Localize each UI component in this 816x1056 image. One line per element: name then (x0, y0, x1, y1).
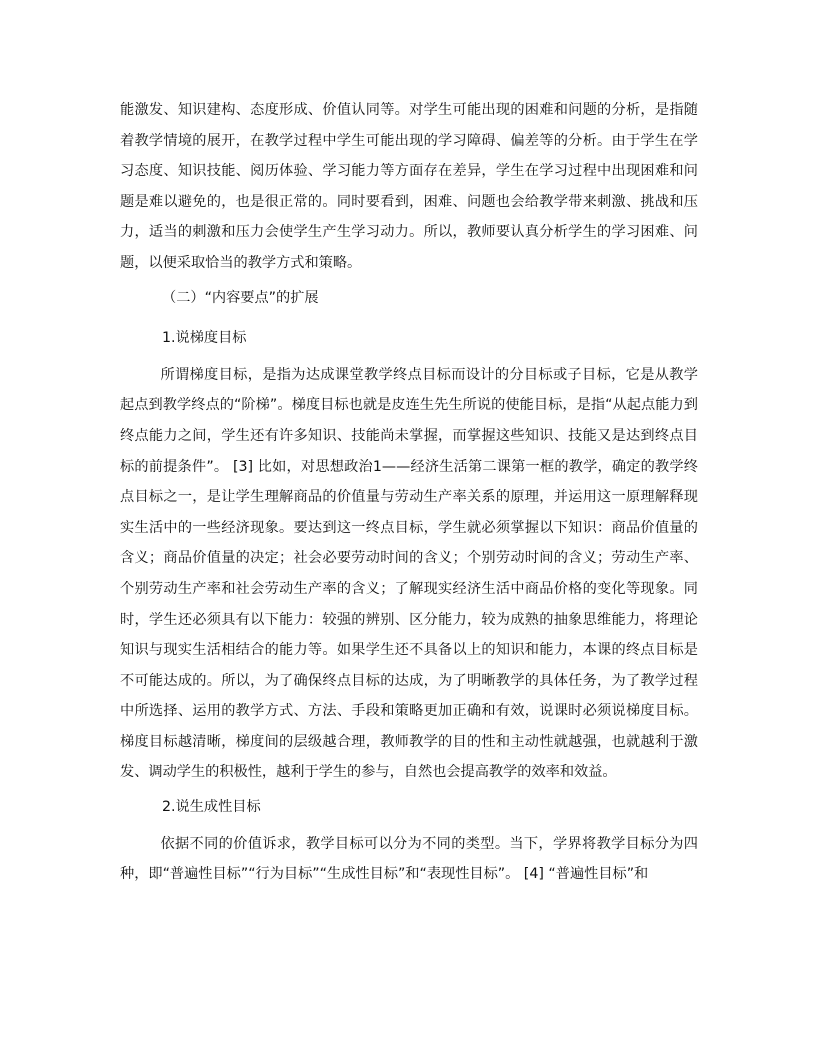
paragraph-goal-types: 依据不同的价值诉求，教学目标可以分为不同的类型。当下，学界将教学目标分为四种，即“普遍性目标”“行为目标”“生成性目标”和“表现性目标”。 [4] “普遍性目标”和 (120, 835, 698, 883)
subsection-heading-gradient-goals: 1.说梯度目标 (162, 330, 247, 347)
section-heading-content-points: （二）“内容要点”的扩展 (162, 289, 319, 306)
paragraph-gradient-goals: 所谓梯度目标，是指为达成课堂教学终点目标而设计的分目标或子目标，它是从教学起点到教学终点的“阶梯”。梯度目标也就是皮连生先生所说的使能目标，是指“从起点能力到终点能力之间，学生还有许多知识、技能尚未掌握，而掌握这些知识、技能又是达到终点目标的前提条件”。 [3] 比如，对思想政治1——经济生活第二课第一框的教学，确定的教学终点目标之一，是让学生理解商品的价值量与劳动生产率关系的原理，并运用这一原理解释现实生活中的一些经济现象。要达到这一终点目标，学生就必须掌握以下知识：商品价值量的含义；商品价值量的决定；社会必要劳动时间的含义；个别劳动时间的含义；劳动生产率、个别劳动生产率和社会劳动生产率的含义；了解现实经济生活中商品价格的变化等现象。同时，学生还必须具有以下能力：较强的辨别、区分能力，较为成熟的抽象思维能力，将理论知识与现实生活相结合的能力等。如果学生还不具备以上的知识和能力，本课的终点目标是不可能达成的。所以，为了确保终点目标的达成，为了明晰教学的具体任务，为了教学过程中所选择、运用的教学方式、方法、手段和策略更加正确和有效，说课时必须说梯度目标。梯度目标越清晰，梯度间的层级越合理，教师教学的目的性和主动性就越强，也就越利于激发、调动学生的积极性，越利于学生的参与，自然也会提高教学的效率和效益。 (120, 366, 698, 781)
document-body (120, 95, 698, 890)
paragraph-student-difficulties: 能激发、知识建构、态度形成、价值认同等。对学生可能出现的困难和问题的分析，是指随着教学情境的展开，在教学过程中学生可能出现的学习障碍、偏差等的分析。由于学生在学习态度、知识技能、阅历体验、学习能力等方面存在差异，学生在学习过程中出现困难和问题是难以避免的，也是很正常的。同时要看到，困难、问题也会给教学带来刺激、挑战和压力，适当的刺激和压力会使学生产生学习动力。所以，教师要认真分析学生的学习困难、问题，以便采取恰当的教学方式和策略。 (120, 102, 698, 271)
subsection-heading-generative-goals: 2.说生成性目标 (162, 799, 261, 816)
